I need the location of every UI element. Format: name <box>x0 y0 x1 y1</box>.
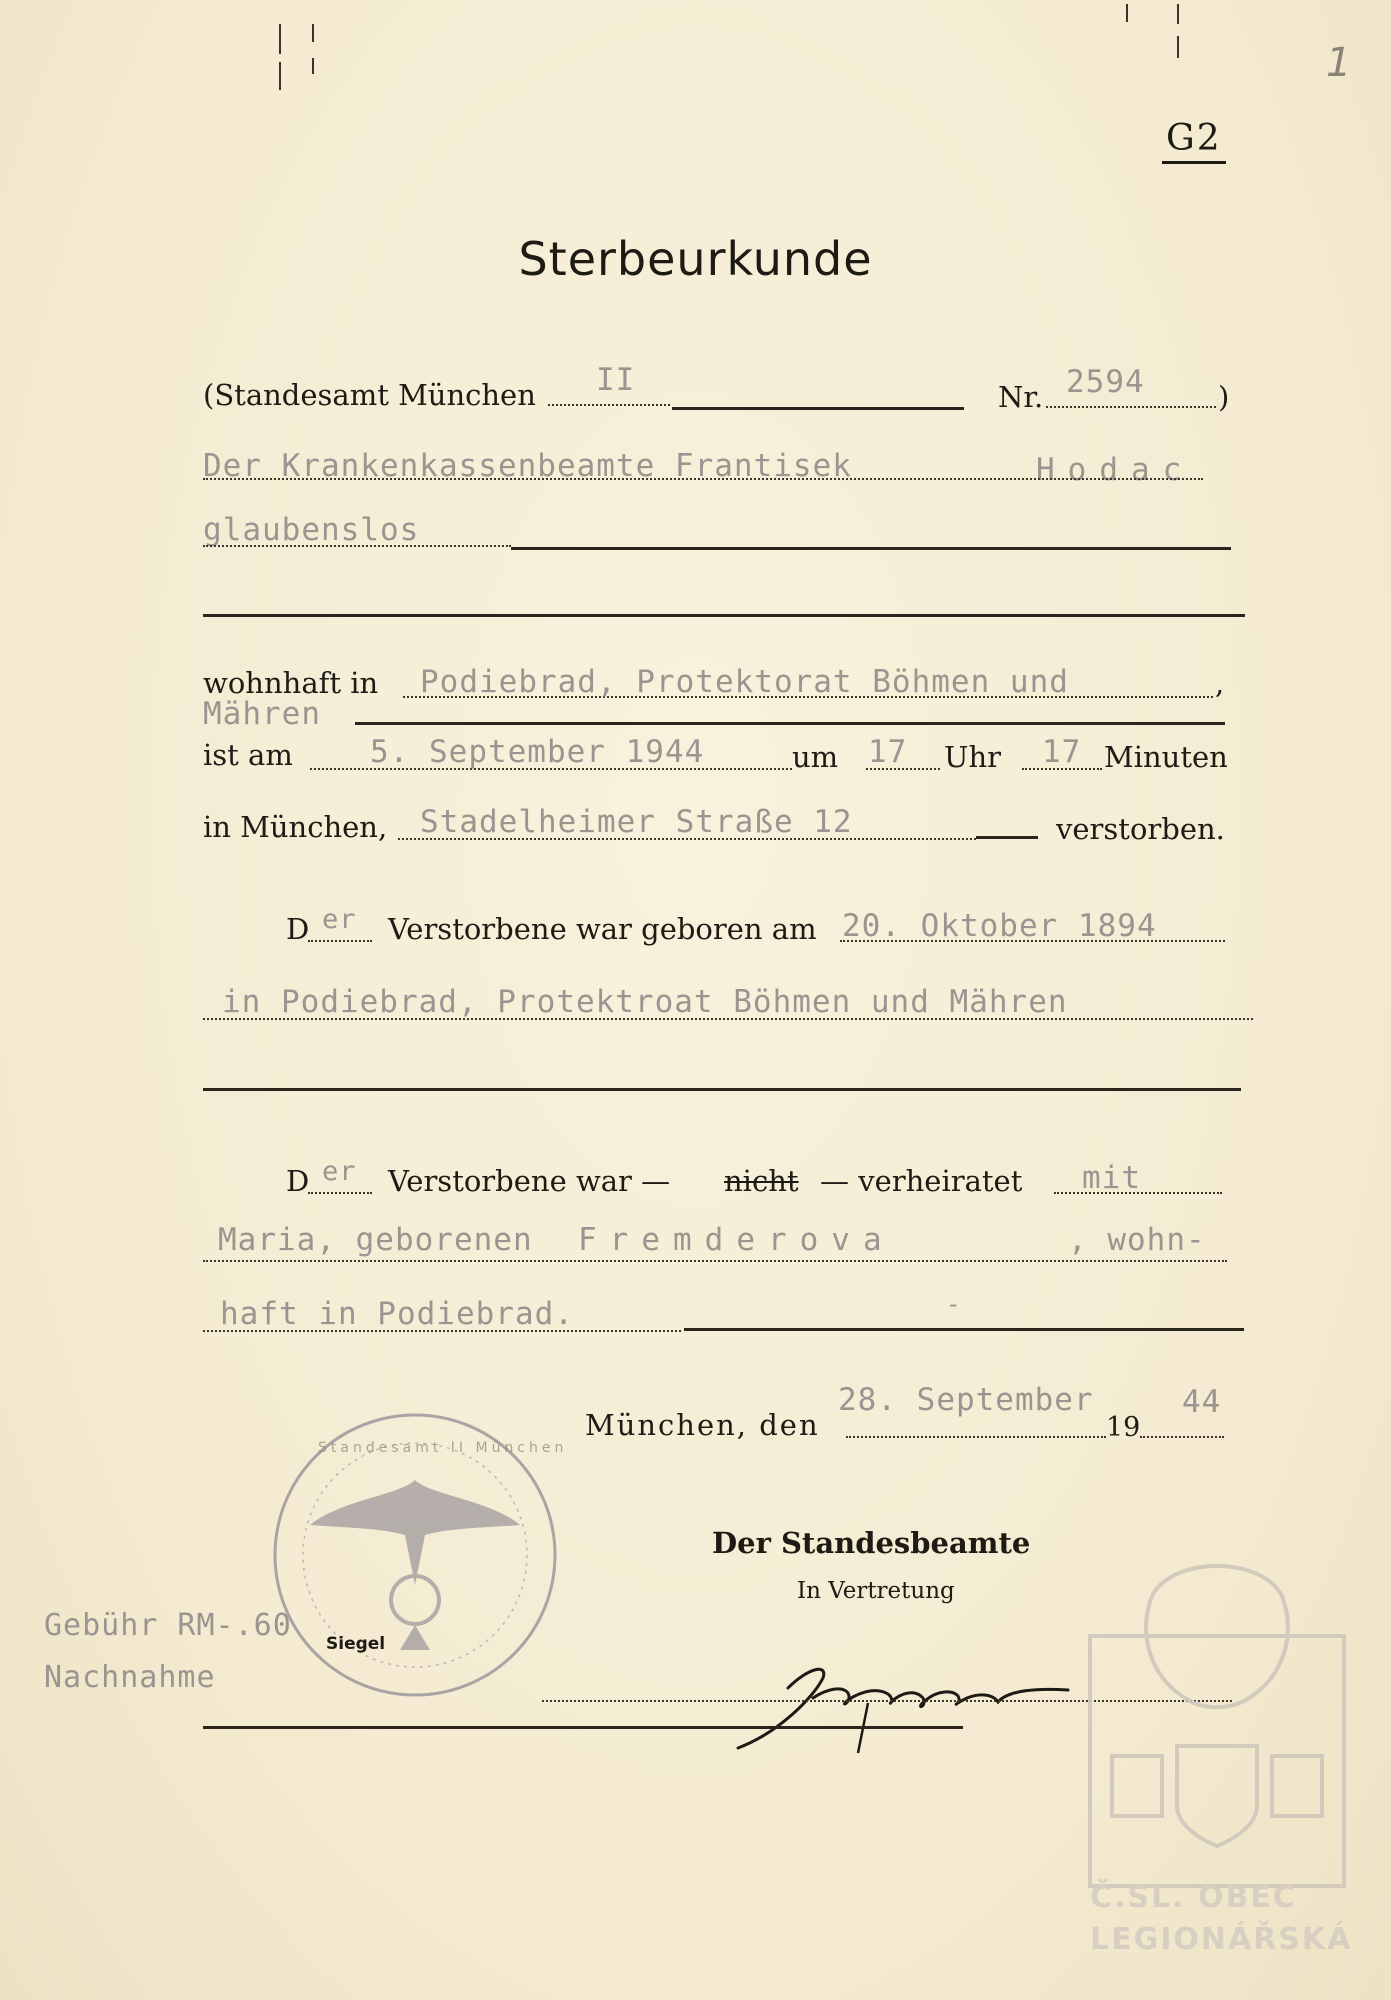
rule-line <box>203 1726 963 1729</box>
dotted-line <box>203 545 511 547</box>
residence-label: wohnhaft in <box>203 666 379 700</box>
handwritten-signature <box>718 1628 1098 1758</box>
rule-line <box>672 407 964 410</box>
rule-line <box>203 1088 1241 1091</box>
signature-subtitle: In Vertretung <box>797 1578 955 1604</box>
issue-year: 44 <box>1182 1384 1222 1420</box>
page-number: 1 <box>1326 40 1352 86</box>
rule-line <box>976 836 1038 839</box>
spouse-residence: , wohn- <box>1068 1222 1206 1258</box>
birth-prefix-er: er <box>322 904 357 935</box>
dash-mark: - <box>946 1290 962 1318</box>
office-number: II <box>596 362 636 398</box>
fee-line1: Gebühr RM-.60 <box>44 1608 292 1643</box>
signature-name <box>800 1648 847 1662</box>
rule-line <box>203 614 1245 617</box>
margin-mark <box>1126 4 1128 22</box>
spouse-residence-cont: haft in Podiebrad. <box>220 1296 574 1332</box>
marriage-nicht: nicht <box>724 1164 799 1198</box>
dotted-line <box>308 1192 372 1194</box>
birth-text: Verstorbene war geboren am <box>388 912 817 946</box>
residence-value: Podiebrad, Protektorat Böhmen und <box>420 664 1069 700</box>
um-label: um <box>792 740 839 774</box>
marriage-prefix-d: D <box>286 1164 310 1198</box>
signature-title: Der Standesbeamte <box>712 1526 1031 1560</box>
margin-mark <box>1177 36 1179 58</box>
margin-mark <box>312 58 314 74</box>
fee-line2: Nachnahme <box>44 1660 216 1695</box>
dotted-line <box>1046 406 1216 408</box>
residence-comma: , <box>1215 666 1225 700</box>
rule-line <box>684 1328 1244 1331</box>
death-place: Stadelheimer Straße 12 <box>420 804 853 840</box>
birth-date: 20. Oktober 1894 <box>842 908 1157 944</box>
dotted-line <box>203 1018 1253 1020</box>
verstorben-label: verstorben. <box>1056 812 1225 846</box>
margin-mark <box>279 62 281 90</box>
uhr-label: Uhr <box>944 740 1001 774</box>
rule-line <box>511 547 1231 550</box>
dotted-line <box>548 404 670 406</box>
religion: glaubenslos <box>203 512 420 548</box>
marriage-mit: mit <box>1082 1160 1141 1196</box>
issue-place-label: München, den <box>585 1408 820 1442</box>
seal-label: Siegel <box>326 1634 386 1654</box>
person-name: Der Krankenkassenbeamte Frantisek <box>203 448 852 484</box>
birth-prefix-d: D <box>286 912 310 946</box>
watermark-line1: Č.SL. OBEC <box>1090 1880 1297 1915</box>
dotted-line <box>846 1436 1106 1438</box>
nr-value: 2594 <box>1066 364 1145 400</box>
seal-ring-text: Standesamt II München <box>318 1440 568 1456</box>
margin-mark <box>312 24 314 42</box>
document-title: Sterbeurkunde <box>518 232 873 286</box>
birth-place: in Podiebrad, Protektroat Böhmen und Mähren <box>222 984 1068 1020</box>
office-label: (Standesamt München <box>203 378 536 412</box>
dotted-line <box>203 478 1203 480</box>
form-code: G2 <box>1162 118 1226 164</box>
eagle-icon <box>310 1480 520 1650</box>
residence-continued: Mähren <box>203 696 321 732</box>
margin-mark <box>1177 4 1179 24</box>
close-paren: ) <box>1218 380 1230 414</box>
issue-year-prefix: 19 <box>1106 1412 1141 1443</box>
death-place-label: in München, <box>203 810 388 844</box>
person-surname: Hodac <box>1036 452 1195 488</box>
rule-line <box>355 722 1225 725</box>
spouse-name: Maria, geborenen <box>218 1222 533 1258</box>
watermark-line2: LEGIONÁŘSKÁ <box>1090 1922 1353 1957</box>
minuten-label: Minuten <box>1104 740 1228 774</box>
death-date: 5. September 1944 <box>370 734 705 770</box>
dotted-line <box>308 940 372 942</box>
marriage-text-b: — verheiratet <box>820 1164 1023 1198</box>
margin-mark <box>279 24 281 54</box>
issue-date: 28. September <box>838 1382 1094 1418</box>
ist-am-label: ist am <box>203 738 293 772</box>
marriage-prefix-er: er <box>322 1156 357 1187</box>
dotted-line <box>1140 1436 1224 1438</box>
spouse-surname: Fremderova <box>578 1222 895 1258</box>
nr-label: Nr. <box>998 380 1044 414</box>
marriage-text-a: Verstorbene war — <box>388 1164 671 1198</box>
death-minutes: 17 <box>1042 734 1082 770</box>
dotted-line <box>203 1330 681 1332</box>
dotted-line <box>203 1260 1227 1262</box>
death-hour: 17 <box>868 734 908 770</box>
